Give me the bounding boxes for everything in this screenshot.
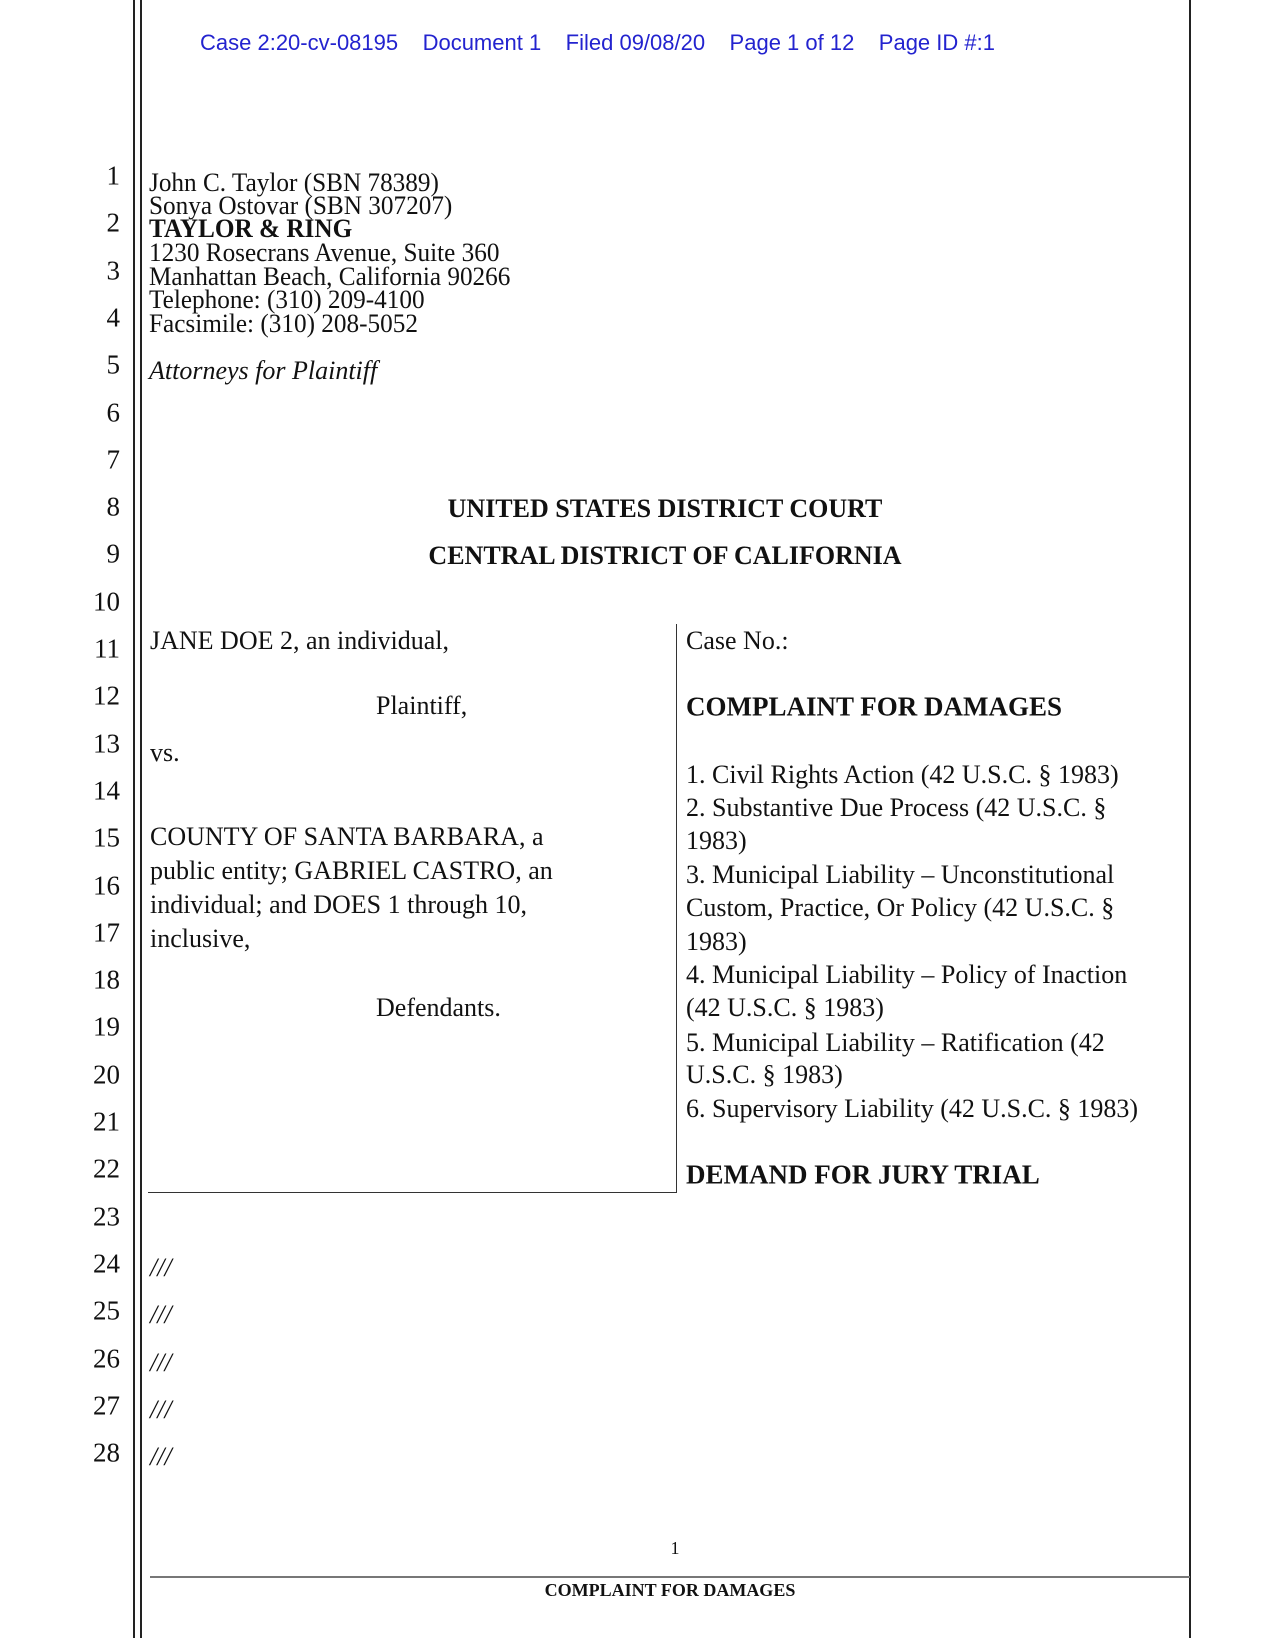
ecf-header bbox=[200, 30, 995, 56]
caption-bottom-rule bbox=[148, 1192, 677, 1193]
left-margin-rule-inner bbox=[140, 0, 142, 1638]
line-number: 18 bbox=[93, 964, 120, 995]
continuation-mark: /// bbox=[150, 1300, 172, 1330]
line-number: 7 bbox=[106, 444, 120, 475]
attorney-line: John C. Taylor (SBN 78389) bbox=[149, 168, 439, 197]
line-number: 21 bbox=[93, 1106, 120, 1137]
continuation-mark: /// bbox=[150, 1442, 172, 1472]
claim-line: 6. Supervisory Liability (42 U.S.C. § 1983) bbox=[686, 1094, 1139, 1123]
line-number: 25 bbox=[93, 1295, 120, 1326]
defendant-line: COUNTY OF SANTA BARBARA, a bbox=[150, 822, 544, 851]
claim-line: 5. Municipal Liability – Ratification (42 bbox=[686, 1028, 1105, 1057]
line-number: 12 bbox=[93, 680, 120, 711]
left-margin-rule-outer bbox=[133, 0, 135, 1638]
attorney-role: Attorneys for Plaintiff bbox=[149, 356, 378, 385]
versus: vs. bbox=[150, 738, 180, 767]
line-number: 9 bbox=[106, 538, 120, 569]
claim-line: Custom, Practice, Or Policy (42 U.S.C. § bbox=[686, 893, 1115, 922]
defendant-line: public entity; GABRIEL CASTRO, an bbox=[150, 856, 553, 885]
defendants-label: Defendants. bbox=[376, 993, 501, 1022]
line-number: 10 bbox=[93, 586, 120, 617]
line-number: 14 bbox=[93, 775, 120, 806]
line-number: 1 bbox=[106, 160, 120, 191]
claim-line: 1. Civil Rights Action (42 U.S.C. § 1983) bbox=[686, 760, 1119, 789]
line-number: 4 bbox=[106, 302, 120, 333]
footer-rule bbox=[150, 1576, 1190, 1578]
line-number: 6 bbox=[106, 397, 120, 427]
line-number: 15 bbox=[93, 822, 120, 853]
header-filed-date: Filed 09/08/20 bbox=[565, 30, 706, 55]
line-number: 17 bbox=[93, 917, 120, 948]
caption-divider bbox=[676, 624, 677, 1193]
claim-line: 2. Substantive Due Process (42 U.S.C. § bbox=[686, 793, 1107, 822]
footer-title: COMPLAINT FOR DAMAGES bbox=[544, 1580, 796, 1600]
line-number: 2 bbox=[106, 207, 120, 238]
attorney-line: Sonya Ostovar (SBN 307207) bbox=[149, 191, 453, 220]
continuation-mark: /// bbox=[150, 1394, 172, 1424]
line-number: 22 bbox=[93, 1153, 120, 1184]
attorney-line: 1230 Rosecrans Avenue, Suite 360 bbox=[149, 238, 500, 267]
claim-line: (42 U.S.C. § 1983) bbox=[686, 993, 884, 1022]
line-number: 5 bbox=[106, 349, 120, 380]
claim-line: U.S.C. § 1983) bbox=[686, 1060, 843, 1089]
line-number: 24 bbox=[93, 1248, 120, 1279]
complaint-title: COMPLAINT FOR DAMAGES bbox=[686, 691, 1063, 722]
plaintiff-label: Plaintiff, bbox=[376, 691, 468, 720]
header-case-number: Case 2:20-cv-08195 bbox=[200, 30, 399, 55]
line-number: 23 bbox=[93, 1201, 120, 1232]
header-document: Document 1 bbox=[422, 30, 542, 55]
court-name: UNITED STATES DISTRICT COURT bbox=[447, 494, 883, 523]
claim-line: 1983) bbox=[686, 826, 747, 855]
line-number: 11 bbox=[94, 633, 120, 664]
line-number: 13 bbox=[93, 728, 120, 759]
line-number: 28 bbox=[93, 1437, 120, 1468]
line-number: 26 bbox=[93, 1343, 120, 1373]
defendant-line: individual; and DOES 1 through 10, bbox=[150, 890, 527, 919]
firm-name: TAYLOR & RING bbox=[149, 214, 353, 243]
defendant-line: inclusive, bbox=[150, 924, 251, 953]
line-number: 19 bbox=[93, 1011, 120, 1042]
continuation-mark: /// bbox=[150, 1253, 172, 1282]
header-page: Page 1 of 12 bbox=[729, 30, 855, 55]
header-page-id: Page ID #:1 bbox=[878, 30, 995, 55]
continuation-mark: /// bbox=[150, 1347, 172, 1377]
line-number: 20 bbox=[93, 1059, 120, 1090]
attorney-line: Telephone: (310) 209-4100 bbox=[149, 285, 425, 314]
attorney-line: Facsimile: (310) 208-5052 bbox=[149, 309, 418, 338]
line-number: 16 bbox=[93, 870, 120, 900]
right-margin-rule bbox=[1189, 0, 1191, 1638]
court-district: CENTRAL DISTRICT OF CALIFORNIA bbox=[428, 541, 902, 570]
claim-line: 4. Municipal Liability – Policy of Inaction bbox=[686, 960, 1128, 989]
claim-line: 3. Municipal Liability – Unconstitutional bbox=[686, 860, 1115, 889]
footer-page-number: 1 bbox=[670, 1538, 680, 1558]
case-number-label: Case No.: bbox=[686, 626, 789, 655]
attorney-line: Manhattan Beach, California 90266 bbox=[149, 262, 511, 291]
line-number: 3 bbox=[106, 255, 120, 286]
claim-line: 1983) bbox=[686, 927, 747, 956]
jury-demand: DEMAND FOR JURY TRIAL bbox=[686, 1159, 1040, 1190]
line-number: 27 bbox=[93, 1390, 120, 1421]
line-number: 8 bbox=[106, 491, 120, 522]
plaintiff-name: JANE DOE 2, an individual, bbox=[150, 626, 449, 655]
